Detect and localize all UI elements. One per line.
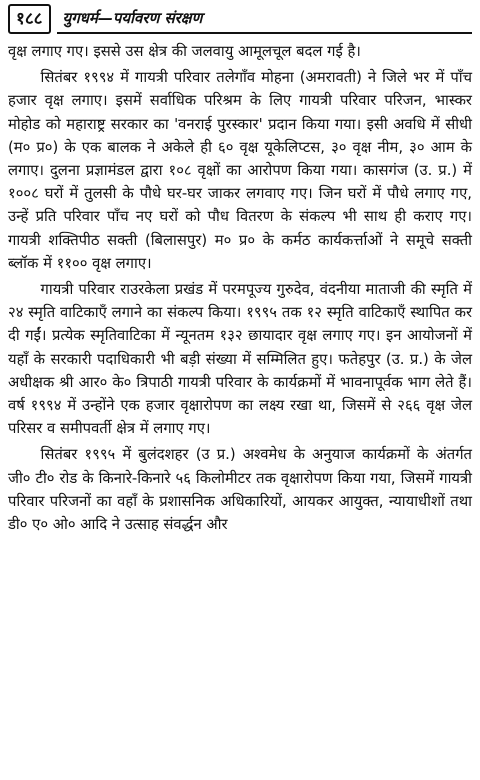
paragraph-1: वृक्ष लगाए गए। इससे उस क्षेत्र की जलवायु आमूलचूल बदल गई है। (8, 43, 361, 60)
paragraph-4: सितंबर १९९५ में बुलंदशहर (उ प्र.) अश्वमेध के अनुयाज कार्यक्रमों के अंतर्गत जी० टी० रोड के किनारे-किनारे ५६ किलोमीटर तक वृक्षारोपण किया गया, जिसमें गायत्री परिवार परिजनों का वहाँ के प्रशासनिक अधिकारियों, आयकर आयुक्त, न्यायाधीशों तथा डी० ए० ओ० आदि ने उत्साह संवर्द्धन और (8, 446, 472, 534)
running-head: युगधर्म—पर्यावरण संरक्षण (57, 4, 472, 34)
body-text (8, 40, 472, 536)
page-header (8, 4, 472, 34)
page-number: १८८ (8, 4, 51, 34)
paragraph-2: सितंबर १९९४ में गायत्री परिवार तलेगाँव मोहना (अमरावती) ने जिले भर में पाँच हजार वृक्ष लगाए। इसमें सर्वाधिक परिश्रम के लिए गायत्री परिवार परिजन, भास्कर मोहोड को महाराष्ट्र सरकार का 'वनराई पुरस्कार' प्रदान किया गया। इसी अवधि में सीधी (म० प्र०) के एक बालक ने अकेले ही ६० वृक्ष यूकेलिप्टस, ३० वृक्ष नीम, ३० आम के लगाए। दुलना प्रज्ञामंडल द्वारा १०८ वृक्षों का आरोपण किया गया। कासगंज (उ. प्र.) में १००८ घरों में तुलसी के पौधे घर-घर जाकर लगवाए गए। जिन घरों में पौधे लगाए गए, उन्हें प्रति परिवार पाँच नए घरों को पौध वितरण के संकल्प भी साथ ही कराए गए। गायत्री शक्तिपीठ सक्ती (बिलासपुर) म० प्र० के कर्मठ कार्यकर्त्ताओं ने समूचे सक्ती ब्लॉक में ११०० वृक्ष लगाए। (8, 69, 472, 272)
paragraph-3: गायत्री परिवार राउरकेला प्रखंड में परमपूज्य गुरुदेव, वंदनीया माताजी की स्मृति में २४ स्मृति वाटिकाएँ लगाने का संकल्प किया। १९९५ तक १२ स्मृति वाटिकाएँ स्थापित कर दी गईं। प्रत्येक स्मृतिवाटिका में न्यूनतम १३२ छायादार वृक्ष लगाए गए। इन आयोजनों में यहाँ के सरकारी पदाधिकारी भी बड़ी संख्या में सम्मिलित हुए। फतेहपुर (उ. प्र.) के जेल अधीक्षक श्री आर० के० त्रिपाठी गायत्री परिवार के कार्यक्रमों में भावनापूर्वक भाग लेते हैं। वर्ष १९९४ में उन्होंने एक हजार वृक्षारोपण का लक्ष्य रखा था, जिसमें से २६६ वृक्ष जेल परिसर व समीपवर्ती क्षेत्र में लगाए गए। (8, 281, 472, 438)
